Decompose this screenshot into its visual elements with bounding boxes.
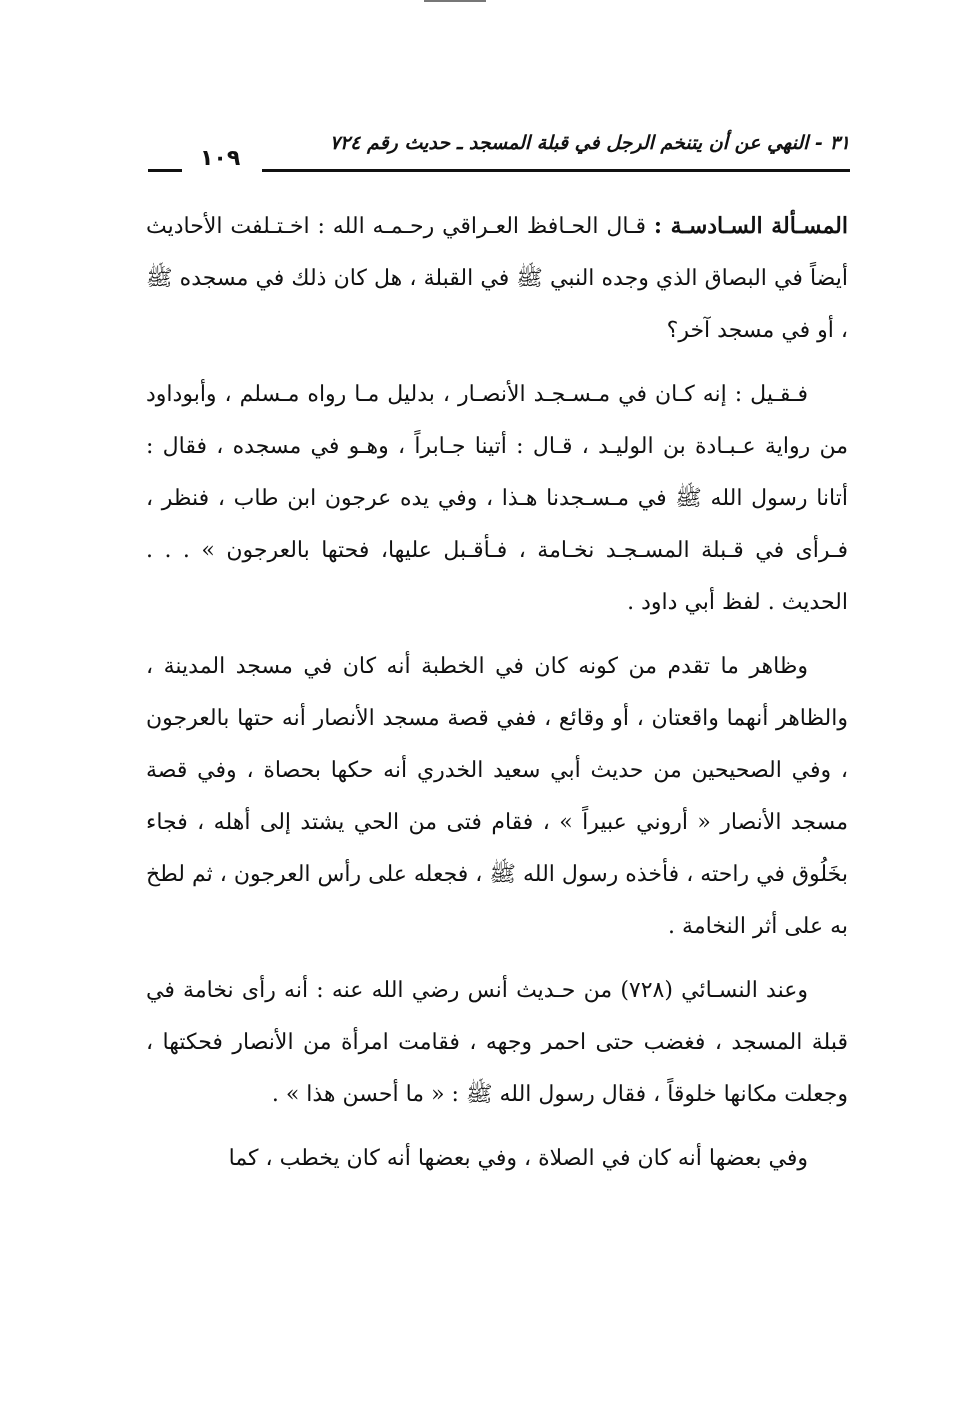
page-body bbox=[146, 200, 848, 1197]
paragraph-5: وفي بعضها أنه كان في الصلاة ، وفي بعضها أنه كان يخطب ، كما bbox=[228, 1146, 808, 1171]
page-number-dash bbox=[148, 169, 182, 172]
paragraph-4: وعند النسـائي (٧٢٨) من حـديث أنس رضي الله عنه : أنه رأى نخامة في قبلة المسجد ، فغضب حتى احمر وجهه ، فقامت امرأة من الأنصار فحكتها ، وجعلت مكانها خلوقاً ، فقال رسول الله ﷺ : « ما أحسن هذا » . bbox=[146, 978, 848, 1107]
running-title: ٣١ - النهي عن أن يتنخم الرجل في قبلة المسجد ـ حديث رقم ٧٢٤ bbox=[329, 132, 850, 154]
paragraph-2: فـقـيل : إنه كـان في مـسـجـد الأنصـار ، بدليل مـا رواه مـسلم ، وأبوداود من رواية عـبـادة بن الوليـد ، قـال : أتينا جـابراً ، وهـو في مسجده ، فقال : أتانا رسول الله ﷺ في مـسـجدنا هـذا ، وفي يده عرجون ابن طاب ، فنظر ، فـرأى في قـبلة المسـجـد نخـامة ، فـأقـبل عليها، فحتها بالعرجون » . . . الحديث . لفظ أبي داود . bbox=[146, 382, 848, 615]
section-label: المسـألة السـادسـة : bbox=[653, 213, 849, 239]
page-number: ١٠٩ bbox=[200, 146, 241, 171]
page-header bbox=[148, 128, 850, 176]
header-rule bbox=[262, 169, 850, 172]
top-edge-mark bbox=[424, 0, 486, 2]
paragraph-1-text: قـال الحـافظ العـراقي رحـمـه الله : اخـتـلفت الأحاديث أيضاً في البصاق الذي وجده النبي ﷺ في القبلة ، هل كان ذلك في مسجده ﷺ ، أو في مسجد آخر؟ bbox=[146, 214, 848, 343]
paragraph-3: وظاهر ما تقدم من كونه كان في الخطبة أنه كان في مسجد المدينة ، والظاهر أنهما واقعتان ، أو وقائع ، ففي قصة مسجد الأنصار أنه حتها بالعرجون ، وفي الصحيحين من حديث أبي سعيد الخدري أنه حكها بحصاة ، وفي قصة مسجد الأنصار « أروني عبيراً » ، فقام فتى من الحي يشتد إلى أهله ، فجاء بخَلُوق في راحته ، فأخذه رسول الله ﷺ ، فجعله على رأس العرجون ، ثم لطخ به على أثر النخامة . bbox=[146, 654, 848, 939]
paragraph-1 bbox=[146, 200, 848, 357]
